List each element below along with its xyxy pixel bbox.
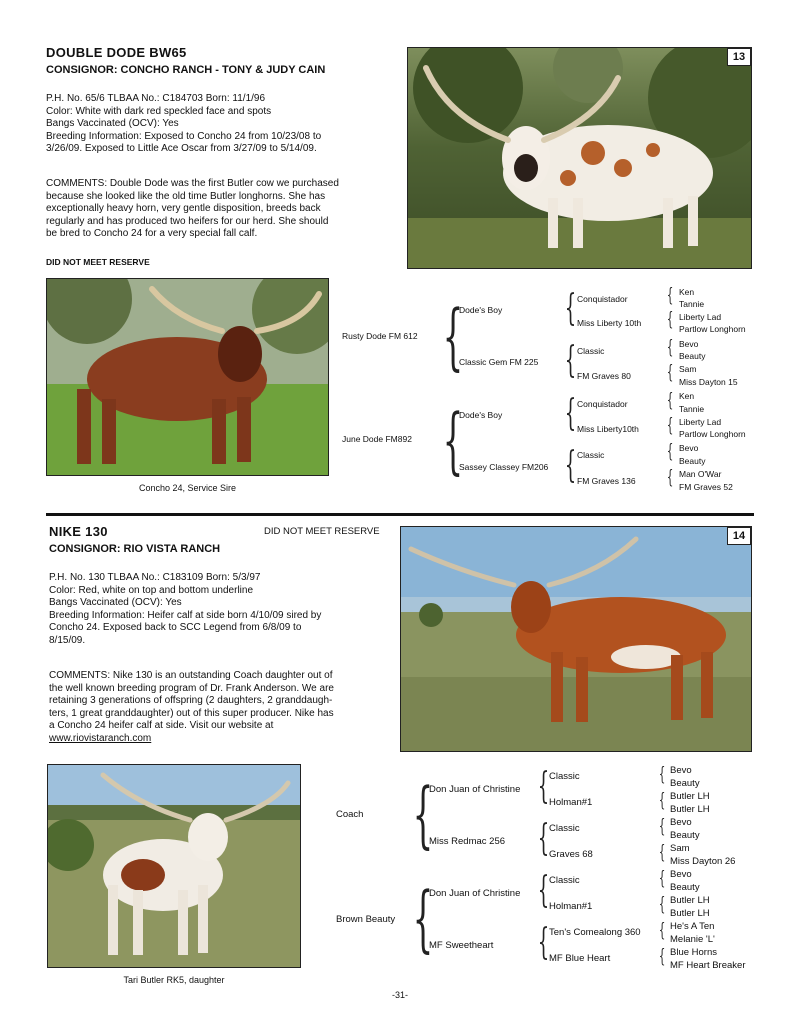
pedigree-gen4: Bevo: [679, 339, 699, 349]
brace: {: [658, 763, 666, 785]
lot14-daughter-photo: [47, 764, 301, 968]
brace: {: [442, 398, 464, 482]
lot13-line-breeding-cont: 3/26/09. Exposed to Little Ace Oscar from 3/27/09 to 5/14/09.: [46, 143, 317, 155]
brace: {: [564, 288, 577, 329]
section-divider: [46, 513, 754, 516]
brace: {: [658, 867, 666, 889]
page-number: -31-: [391, 990, 408, 1000]
pedigree-gen4: Sam: [679, 364, 697, 374]
comment-line: COMMENTS: Nike 130 is an outstanding Coach daughter out of: [49, 670, 333, 681]
pedigree-gen4: He's A Ten: [670, 921, 715, 932]
lot13-line-registration: P.H. No. 65/6 TLBAA No.: C184703 Born: 11/1/96: [46, 93, 266, 104]
pedigree-gen4: Miss Dayton 26: [670, 856, 736, 867]
pedigree-gen4: Liberty Lad: [679, 312, 722, 322]
pedigree-gen2: Don Juan of Christine: [429, 784, 521, 795]
lot14-consignor: CONSIGNOR: RIO VISTA RANCH: [49, 543, 221, 555]
pedigree-gen3: Conquistador: [577, 399, 628, 409]
pedigree-gen2: Classic Gem FM 225: [459, 357, 539, 367]
brace: {: [658, 945, 666, 967]
brace: {: [658, 789, 666, 811]
lot13-title: DOUBLE DODE BW65: [46, 45, 187, 60]
lot13-line-breeding: Breeding Information: Exposed to Concho 24 from 10/23/08 to: [46, 130, 322, 142]
pedigree-gen4: Beauty: [670, 778, 700, 789]
pedigree-gen2: Dode's Boy: [459, 410, 503, 420]
lot13-sire-photo: [46, 278, 329, 476]
brace: {: [537, 922, 550, 963]
pedigree-gen3: FM Graves 136: [577, 476, 636, 486]
brace: {: [666, 414, 674, 436]
lot14-line-bangs: Bangs Vaccinated (OCV): Yes: [49, 597, 182, 609]
brace: {: [564, 393, 577, 434]
website-link[interactable]: www.riovistaranch.com: [49, 732, 152, 744]
pedigree-sire: Coach: [336, 809, 364, 820]
pedigree-gen4: Butler LH: [670, 791, 710, 802]
pedigree-gen3: Holman#1: [549, 901, 593, 912]
lot14-line-breeding: Breeding Information: Heifer calf at side born 4/10/09 sired by: [49, 609, 322, 621]
pedigree-gen2: Dode's Boy: [459, 305, 503, 315]
pedigree-gen4: Beauty: [679, 351, 706, 361]
pedigree-gen4: Bevo: [670, 869, 692, 880]
brace: {: [537, 766, 550, 807]
cow-photo-image: [48, 765, 301, 968]
pedigree-gen2: Don Juan of Christine: [429, 888, 521, 899]
brace: {: [658, 841, 666, 863]
pedigree-gen4: Butler LH: [670, 804, 710, 815]
pedigree-gen4: Tannie: [679, 299, 705, 309]
pedigree-dam: June Dode FM892: [342, 434, 412, 444]
pedigree-gen4: Ken: [679, 391, 695, 401]
lot13-details: [46, 93, 401, 156]
cow-photo-image: [408, 48, 752, 269]
bull-photo-image: [47, 279, 329, 476]
comment-line: because she looked like the old time Butler longhorns. She has: [46, 190, 326, 202]
pedigree-gen3: Classic: [549, 823, 580, 834]
comment-line: a Concho 24 heifer calf at side. Visit our website at: [49, 720, 274, 732]
lot14-details: [49, 572, 399, 648]
pedigree-gen4: Beauty: [670, 830, 700, 841]
pedigree-gen3: Graves 68: [549, 849, 593, 860]
pedigree-gen4: Ken: [679, 287, 695, 297]
pedigree-gen3: FM Graves 80: [577, 371, 631, 381]
pedigree-gen4: Partlow Longhorn: [679, 429, 746, 439]
brace: {: [537, 818, 550, 859]
brace: {: [658, 815, 666, 837]
brace: {: [537, 870, 550, 911]
comment-line: be bred to Concho 24 for a very special fall calf.: [46, 228, 258, 240]
brace: {: [412, 876, 434, 960]
pedigree-gen3: Miss Liberty10th: [577, 424, 639, 434]
pedigree-gen4: Bevo: [670, 817, 692, 828]
brace: {: [564, 340, 577, 381]
pedigree-gen3: Miss Liberty 10th: [577, 318, 642, 328]
lot13-line-bangs: Bangs Vaccinated (OCV): Yes: [46, 118, 179, 130]
pedigree-gen4: Liberty Lad: [679, 417, 722, 427]
pedigree-sire: Rusty Dode FM 612: [342, 331, 418, 341]
pedigree-gen4: Miss Dayton 15: [679, 377, 738, 387]
comment-line: retaining 3 generations of offspring (2 daughters, 2 granddaugh-: [49, 695, 333, 707]
pedigree-gen4: FM Graves 52: [679, 482, 733, 492]
cow-photo-image: [401, 527, 752, 752]
lot14-main-photo: [400, 526, 752, 752]
pedigree-gen3: Classic: [549, 875, 580, 886]
lot14-line-breeding-cont: Concho 24. Exposed back to SCC Legend from 6/8/09 to: [49, 622, 302, 634]
pedigree-gen3: Holman#1: [549, 797, 593, 808]
brace: {: [658, 893, 666, 915]
pedigree-gen4: Butler LH: [670, 908, 710, 919]
lot14-line-breeding-end: 8/15/09.: [49, 634, 86, 646]
lot14-comments: [49, 670, 399, 746]
lot13-main-photo: [407, 47, 752, 269]
lot13-line-color: Color: White with dark red speckled face and spots: [46, 105, 272, 117]
pedigree-gen3: Conquistador: [577, 294, 628, 304]
pedigree-gen4: Melanie 'L': [670, 934, 715, 945]
comment-line: regularly and has produced two heifers for our herd. She should: [46, 215, 329, 227]
brace: {: [412, 772, 434, 856]
brace: {: [666, 389, 674, 411]
brace: {: [666, 361, 674, 383]
pedigree-gen4: Bevo: [679, 443, 699, 453]
pedigree-gen4: Butler LH: [670, 895, 710, 906]
brace: {: [658, 919, 666, 941]
pedigree-gen4: Sam: [670, 843, 690, 854]
brace: {: [666, 466, 674, 488]
pedigree-gen3: Classic: [577, 346, 605, 356]
brace: {: [666, 284, 674, 306]
pedigree-gen4: Partlow Longhorn: [679, 324, 746, 334]
pedigree-gen3: Classic: [577, 450, 605, 460]
pedigree-gen4: Tannie: [679, 404, 705, 414]
lot13-consignor: CONSIGNOR: CONCHO RANCH - TONY & JUDY CAIN: [46, 64, 326, 76]
pedigree-gen3: MF Blue Heart: [549, 953, 611, 964]
comment-line: COMMENTS: Double Dode was the first Butler cow we purchased: [46, 178, 339, 189]
pedigree-gen4: Bevo: [670, 765, 692, 776]
pedigree-gen4: Man O'War: [679, 469, 722, 479]
lot13-sire-caption: Concho 24, Service Sire: [138, 483, 237, 493]
lot14-reserve-status: DID NOT MEET RESERVE: [264, 526, 380, 537]
lot14-line-color: Color: Red, white on top and bottom underline: [49, 584, 254, 596]
lot14-number-badge: 14: [727, 527, 751, 545]
pedigree-dam: Brown Beauty: [336, 914, 396, 925]
pedigree-gen3: Classic: [549, 771, 580, 782]
pedigree-gen2: Miss Redmac 256: [429, 836, 506, 847]
brace: {: [564, 445, 577, 486]
pedigree-gen4: Blue Horns: [670, 947, 717, 958]
brace: {: [666, 308, 674, 330]
comment-line: exceptionally heavy horn, very gentle disposition, breeds back: [46, 203, 321, 215]
pedigree-gen4: Beauty: [679, 456, 706, 466]
comment-line: the well known breeding program of Dr. Frank Anderson. We are: [49, 682, 334, 694]
brace: {: [666, 440, 674, 462]
lot13-reserve-status: DID NOT MEET RESERVE: [46, 257, 150, 267]
brace: {: [666, 336, 674, 358]
brace: {: [442, 294, 464, 378]
pedigree-gen4: Beauty: [670, 882, 700, 893]
pedigree-gen2: MF Sweetheart: [429, 940, 494, 951]
comment-line: ters, 1 great granddaughter) out of this super producer. Nike has: [49, 707, 334, 719]
lot14-title: NIKE 130: [49, 524, 108, 539]
pedigree-gen4: MF Heart Breaker: [670, 960, 746, 971]
lot14-daughter-caption: Tari Butler RK5, daughter: [123, 975, 225, 985]
lot13-comments: [46, 178, 406, 241]
pedigree-gen2: Sassey Classey FM206: [459, 462, 549, 472]
lot13-number-badge: 13: [727, 48, 751, 66]
pedigree-gen3: Ten's Comealong 360: [549, 927, 641, 938]
lot14-line-registration: P.H. No. 130 TLBAA No.: C183109 Born: 5/3/97: [49, 572, 261, 583]
